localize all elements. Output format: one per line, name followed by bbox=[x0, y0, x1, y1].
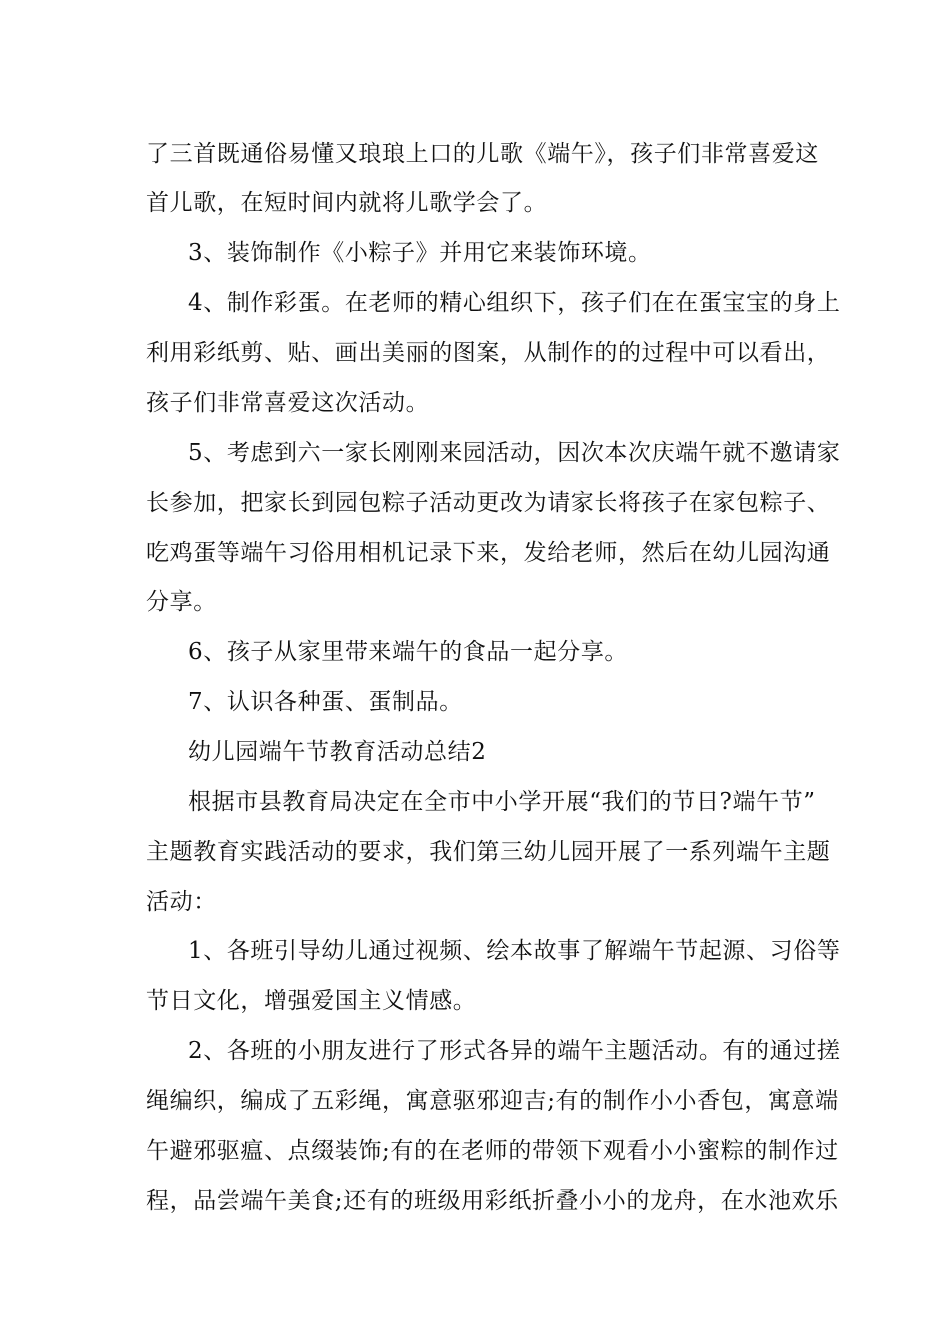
list-item-5: 5、考虑到六一家长刚刚来园活动，因次本次庆端午就不邀请家 bbox=[188, 440, 841, 466]
text-line: 吃鸡蛋等端午习俗用相机记录下来，发给老师，然后在幼儿园沟通 bbox=[146, 540, 831, 566]
text-line: 了三首既通俗易懂又琅琅上口的儿歌《端午》，孩子们非常喜爱这 bbox=[146, 141, 819, 167]
text-line: 节日文化，增强爱国主义情感。 bbox=[146, 988, 477, 1014]
paragraph-start: 根据市县教育局决定在全市中小学开展“我们的节日?端午节” bbox=[188, 789, 816, 815]
text-line: 程，品尝端午美食;还有的班级用彩纸折叠小小的龙舟，在水池欢乐 bbox=[146, 1188, 839, 1214]
text-line: 首儿歌，在短时间内就将儿歌学会了。 bbox=[146, 190, 548, 216]
text-line: 孩子们非常喜爱这次活动。 bbox=[146, 390, 430, 416]
text-line: 长参加，把家长到园包粽子活动更改为请家长将孩子在家包粽子、 bbox=[146, 490, 831, 516]
list-item-1: 1、各班引导幼儿通过视频、绘本故事了解端午节起源、习俗等 bbox=[188, 938, 841, 964]
text-line: 绳编织，编成了五彩绳，寓意驱邪迎吉;有的制作小小香包，寓意端 bbox=[146, 1088, 839, 1114]
text-line: 午避邪驱瘟、点缀装饰;有的在老师的带领下观看小小蜜粽的制作过 bbox=[146, 1138, 839, 1164]
text-line: 活动： bbox=[146, 889, 217, 915]
text-line: 利用彩纸剪、贴、画出美丽的图案，从制作的的过程中可以看出， bbox=[146, 340, 831, 366]
list-item-3: 3、装饰制作《小粽子》并用它来装饰环境。 bbox=[188, 240, 652, 266]
text-line: 分享。 bbox=[146, 589, 217, 615]
list-item-7: 7、认识各种蛋、蛋制品。 bbox=[188, 689, 463, 715]
list-item-2: 2、各班的小朋友进行了形式各异的端午主题活动。有的通过搓 bbox=[188, 1038, 841, 1064]
list-item-6: 6、孩子从家里带来端午的食品一起分享。 bbox=[188, 639, 629, 665]
section-heading: 幼儿园端午节教育活动总结2 bbox=[188, 739, 487, 765]
text-line: 主题教育实践活动的要求，我们第三幼儿园开展了一系列端午主题 bbox=[146, 839, 831, 865]
list-item-4: 4、制作彩蛋。在老师的精心组织下，孩子们在在蛋宝宝的身上 bbox=[188, 290, 841, 316]
